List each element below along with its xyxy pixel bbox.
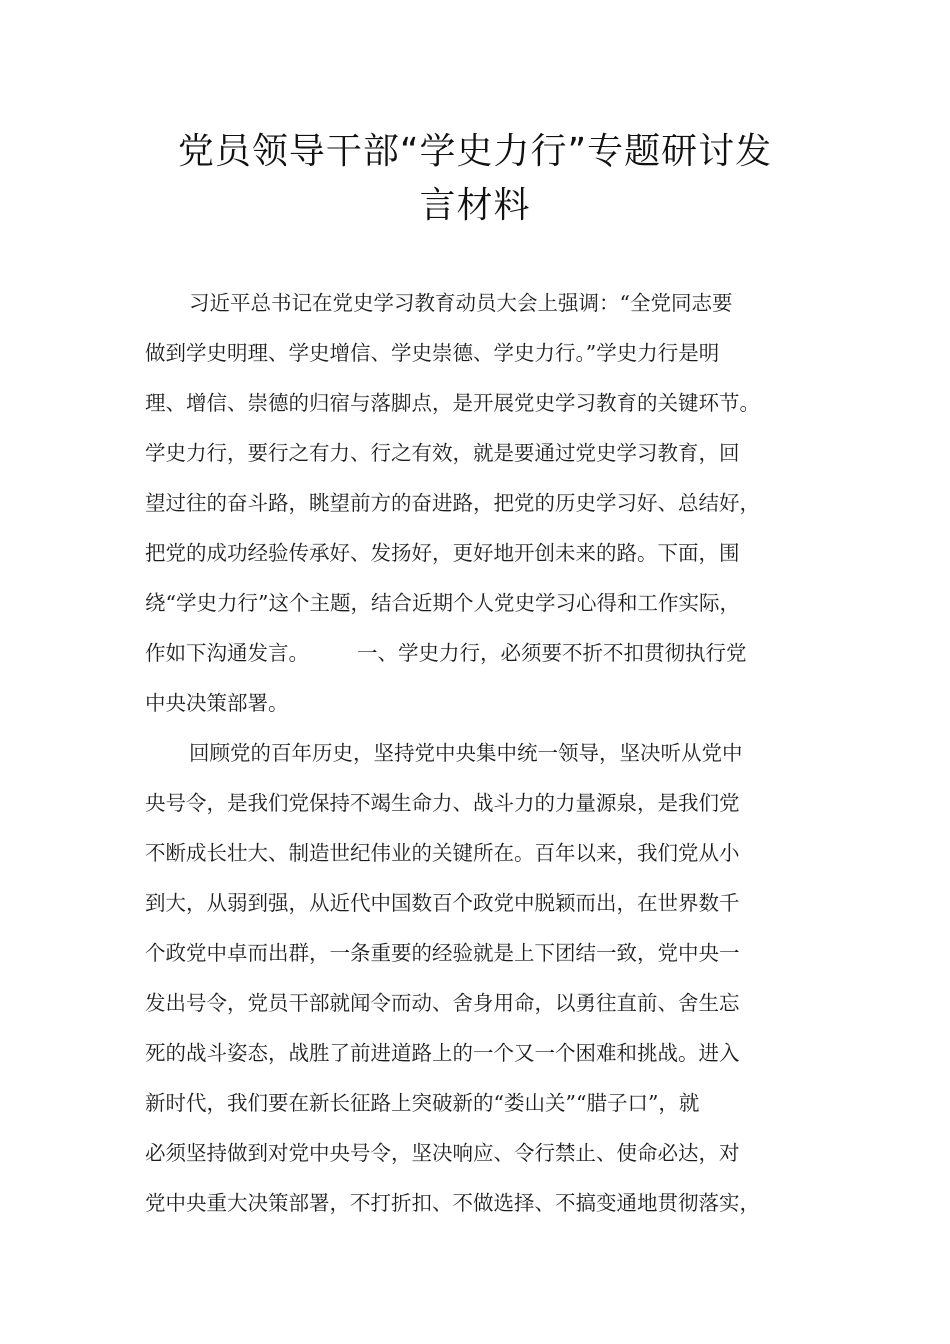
paragraph-1-line: 把党的成功经验传承好、发扬好，更好地开创未来的路。下面，围 bbox=[145, 541, 740, 565]
paragraph-1-line: 理、增信、崇德的归宿与落脚点，是开展党史学习教育的关键环节。 bbox=[145, 391, 760, 415]
document-title bbox=[100, 125, 850, 233]
paragraph-1-line: 做到学史明理、学史增信、学史崇德、学史力行。”学史力行是明 bbox=[145, 341, 720, 365]
paragraph-2-line: 不断成长壮大、制造世纪伟业的关键所在。百年以来，我们党从小 bbox=[145, 841, 740, 865]
document-body bbox=[145, 278, 825, 1228]
paragraph-2-line: 新时代，我们要在新长征路上突破新的“娄山关”“腊子口”，就 bbox=[145, 1091, 700, 1115]
paragraph-2-line: 回顾党的百年历史，坚持党中央集中统一领导，坚决听从党中 bbox=[189, 741, 743, 765]
title-line-2: 言材料 bbox=[419, 185, 531, 226]
paragraph-2-line: 必须坚持做到对党中央号令，坚决响应、令行禁止、使命必达，对 bbox=[145, 1141, 740, 1165]
paragraph-2-line: 到大，从弱到强，从近代中国数百个政党中脱颖而出，在世界数千 bbox=[145, 891, 740, 915]
paragraph-1-line: 学史力行，要行之有力、行之有效，就是要通过党史学习教育，回 bbox=[145, 441, 740, 465]
title-line-1: 党员领导干部“学史力行”专题研讨发 bbox=[177, 131, 773, 172]
paragraph-2-line: 党中央重大决策部署，不打折扣、不做选择、不搞变通地贯彻落实， bbox=[145, 1191, 760, 1215]
paragraph-1-line: 望过往的奋斗路，眺望前方的奋进路，把党的历史学习好、总结好， bbox=[145, 491, 760, 515]
paragraph-1-line: 绕“学史力行”这个主题，结合近期个人党史学习心得和工作实际， bbox=[145, 591, 740, 615]
paragraph-1-mixed-line bbox=[145, 628, 825, 678]
paragraph-2-line: 个政党中卓而出群，一条重要的经验就是上下团结一致，党中央一 bbox=[145, 941, 740, 965]
paragraph-2-line: 死的战斗姿态，战胜了前进道路上的一个又一个困难和挑战。进入 bbox=[145, 1041, 740, 1065]
section-heading-part-2: 中央决策部署。 bbox=[145, 691, 289, 715]
paragraph-1-ending: 作如下沟通发言。 bbox=[145, 641, 309, 665]
paragraph-1-line: 习近平总书记在党史学习教育动员大会上强调：“全党同志要 bbox=[189, 291, 733, 315]
paragraph-2-line: 发出号令，党员干部就闻令而动、舍身用命，以勇往直前、舍生忘 bbox=[145, 991, 740, 1015]
paragraph-2-line: 央号令，是我们党保持不竭生命力、战斗力的力量源泉，是我们党 bbox=[145, 791, 740, 815]
section-heading-part-1: 一、学史力行，必须要不折不扣贯彻执行党 bbox=[357, 641, 747, 665]
